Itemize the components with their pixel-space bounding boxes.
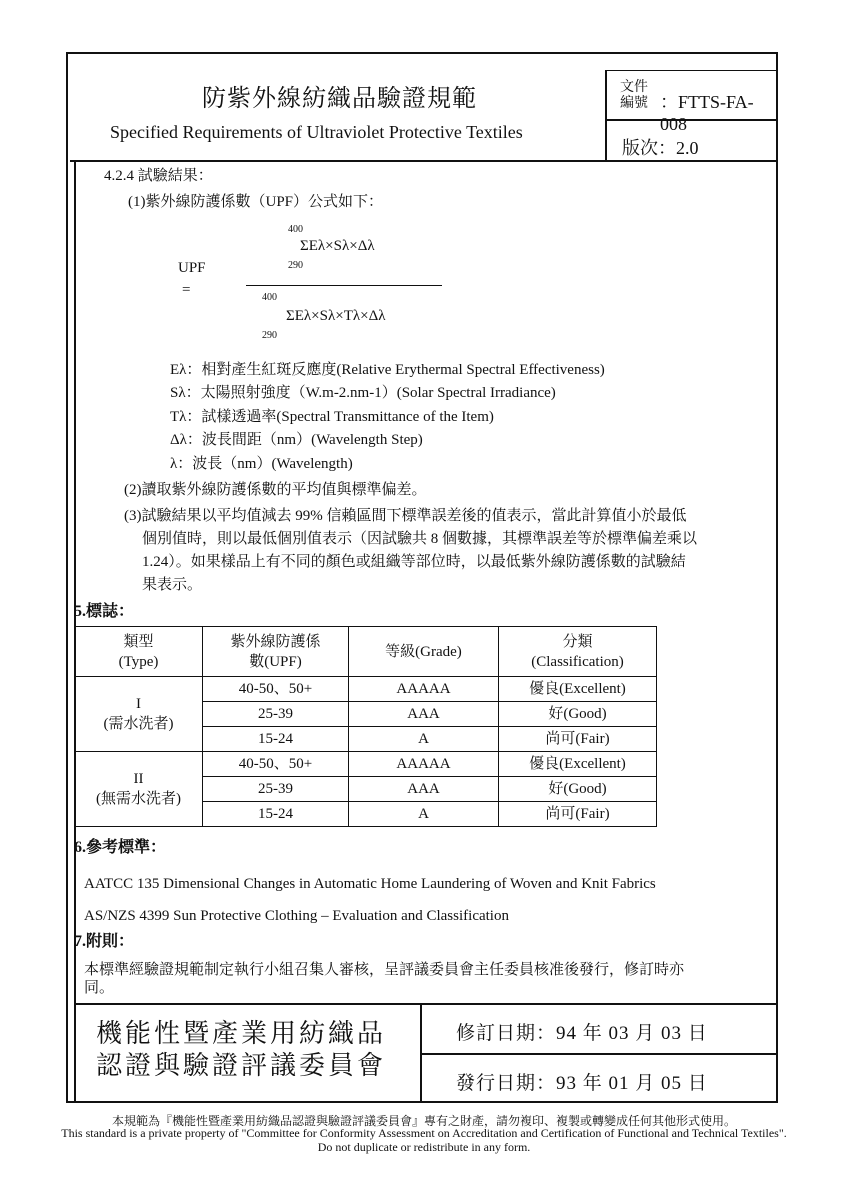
fraction-bar <box>246 285 442 286</box>
header-classification: 分類 (Classification) <box>499 627 657 677</box>
appendix-line-2: 同。 <box>84 980 115 996</box>
grade-cell: A <box>349 802 499 827</box>
title-zh: 防紫外線紡織品驗證規範 <box>202 86 477 112</box>
num-upper-limit: 400 <box>288 224 303 235</box>
equals-sign: = <box>182 282 191 298</box>
item-3-line-1: (3)試驗結果以平均值減去 99% 信賴區間下標準誤差後的值表示，當此計算值小於最低 <box>124 508 687 524</box>
type-ii-cell: II (無需水洗者) <box>75 752 203 827</box>
section-5-heading: 5.標誌： <box>74 603 135 620</box>
footer-date-divider <box>422 1053 778 1055</box>
item-1: (1)紫外線防護係數（UPF）公式如下： <box>128 194 384 210</box>
classification-cell: 好(Good) <box>499 702 657 727</box>
denominator: ΣEλ×Sλ×Tλ×Δλ <box>286 308 386 324</box>
classification-cell: 尚可(Fair) <box>499 802 657 827</box>
upf-cell: 15-24 <box>203 802 349 827</box>
appendix-line-1: 本標準經驗證規範制定執行小組召集人審核，呈評議委員會主任委員核准後發行，修訂時亦 <box>84 962 685 978</box>
grade-cell: AAAAA <box>349 677 499 702</box>
copyright-en-2: Do not duplicate or redistribute in any form. <box>317 1140 531 1154</box>
upf-label: UPF <box>178 260 206 276</box>
def-s-lambda: Sλ：太陽照射強度（W.m-2.nm-1）(Solar Spectral Irradiance) <box>170 385 556 401</box>
classification-cell: 優良(Excellent) <box>499 752 657 777</box>
grade-cell: A <box>349 727 499 752</box>
section-6-heading: 6.參考標準： <box>74 839 167 856</box>
grade-cell: AAAAA <box>349 752 499 777</box>
section-424-heading: 4.2.4 試驗結果： <box>104 168 213 184</box>
header-type: 類型 (Type) <box>75 627 203 677</box>
issued-date: 發行日期：93 年 01 月 05 日 <box>456 1073 708 1094</box>
grade-cell: AAA <box>349 777 499 802</box>
doc-no: ：FTTS-FA-008 <box>660 92 754 134</box>
doc-no-label: 文件 編號 <box>620 80 648 111</box>
numerator: ΣEλ×Sλ×Δλ <box>300 238 375 254</box>
item-3-line-2: 個別值時，則以最低個別值表示（因試驗共 8 個數據，其標準誤差等於標準偏差乘以 <box>142 531 698 547</box>
table-row <box>75 677 657 702</box>
document-header <box>70 58 778 162</box>
reference-aatcc: AATCC 135 Dimensional Changes in Automatic Home Laundering of Woven and Knit Fabrics <box>84 876 656 892</box>
upf-cell: 25-39 <box>203 777 349 802</box>
den-lower-limit: 290 <box>262 330 277 341</box>
num-lower-limit: 290 <box>288 260 303 271</box>
upf-cell: 40-50、50+ <box>203 677 349 702</box>
item-3-line-3: 1.24）。如果樣品上有不同的顏色或組織等部位時，以最低紫外線防護係數的試驗結 <box>142 554 686 570</box>
version: 版次：2.0 <box>622 138 699 158</box>
section-7-heading: 7.附則： <box>74 933 135 950</box>
upf-cell: 25-39 <box>203 702 349 727</box>
revised-date: 修訂日期：94 年 03 月 03 日 <box>456 1023 708 1044</box>
upf-cell: 40-50、50+ <box>203 752 349 777</box>
classification-cell: 好(Good) <box>499 777 657 802</box>
def-e-lambda: Eλ：相對產生紅斑反應度(Relative Erythermal Spectral Effectiveness) <box>170 362 605 378</box>
title-en: Specified Requirements of Ultraviolet Protective Textiles <box>110 122 523 142</box>
table-header-row <box>75 627 657 677</box>
type-i-cell: I (需水洗者) <box>75 677 203 752</box>
header-grade: 等級(Grade) <box>349 627 499 677</box>
def-lambda: λ：波長（nm）(Wavelength) <box>170 456 353 472</box>
copyright-zh: 本規範為『機能性暨產業用紡織品認證與驗證評議委員會』專有之財產，請勿複印、複製或轉變成任何其他形式使用。 <box>111 1114 736 1128</box>
committee-name: 機能性暨產業用紡織品 認證與驗證評議委員會 <box>96 1019 387 1080</box>
upf-classification-table <box>74 626 657 827</box>
classification-cell: 優良(Excellent) <box>499 677 657 702</box>
upf-cell: 15-24 <box>203 727 349 752</box>
def-t-lambda: Tλ：試樣透過率(Spectral Transmittance of the Item) <box>170 409 494 425</box>
def-delta-lambda: Δλ：波長間距（nm）(Wavelength Step) <box>170 432 423 448</box>
item-2: (2)讀取紫外線防護係數的平均值與標準偏差。 <box>124 482 427 498</box>
header-upf: 紫外線防護係 數(UPF) <box>203 627 349 677</box>
classification-cell: 尚可(Fair) <box>499 727 657 752</box>
table-row <box>75 752 657 777</box>
grade-cell: AAA <box>349 702 499 727</box>
reference-asnzs: AS/NZS 4399 Sun Protective Clothing – Evaluation and Classification <box>84 908 509 924</box>
den-upper-limit: 400 <box>262 292 277 303</box>
copyright-en-1: This standard is a private property of "Committee for Conformity Assessment on Accreditation and Certification of Functional and Technical Textiles". <box>61 1126 787 1140</box>
item-3-line-4: 果表示。 <box>142 577 203 593</box>
